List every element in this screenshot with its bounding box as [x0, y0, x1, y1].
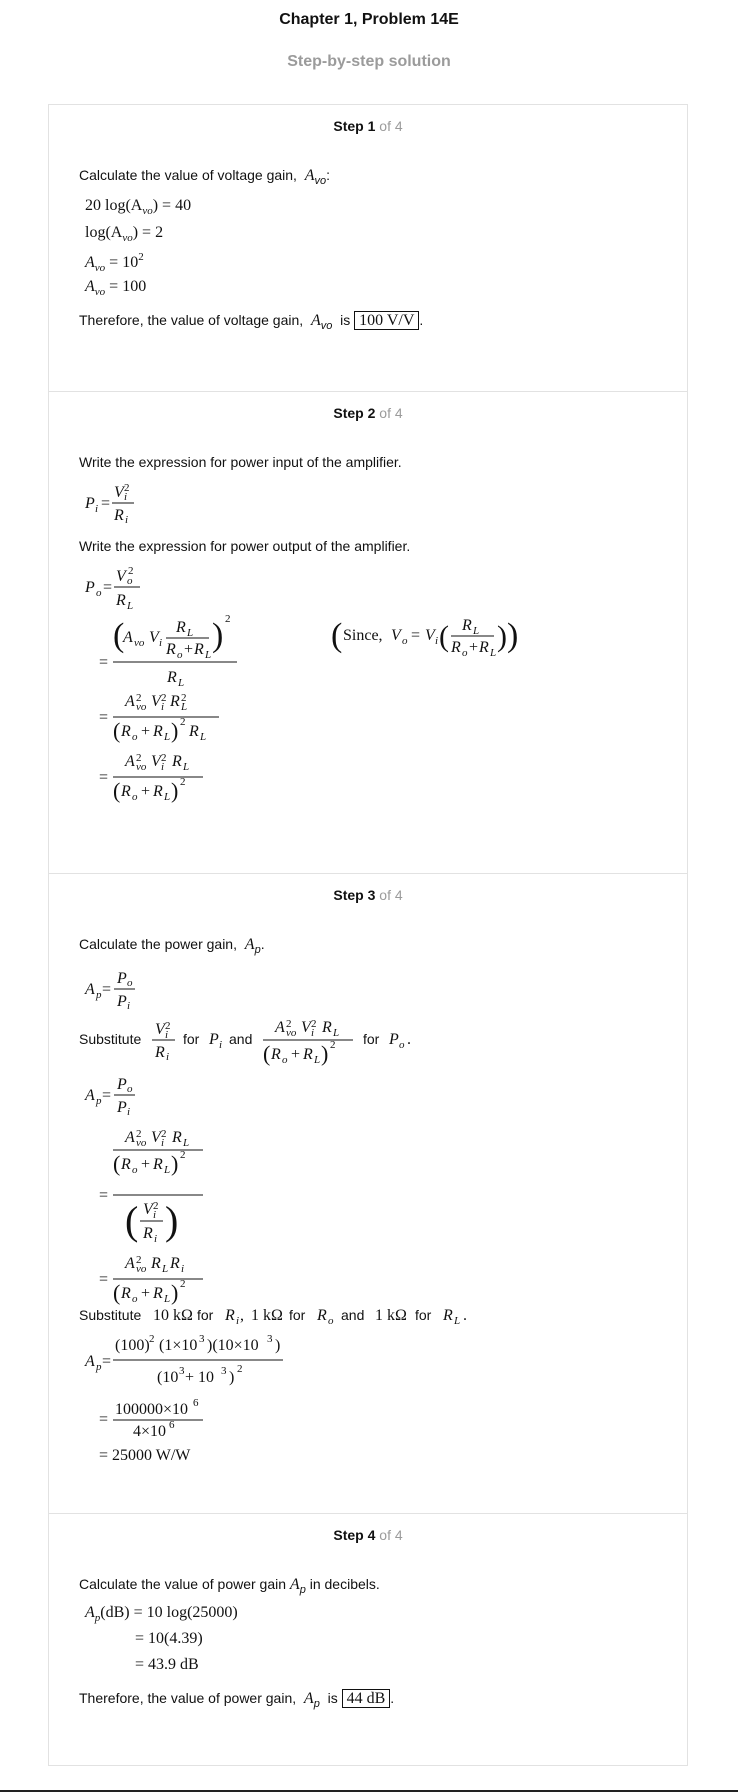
svg-text:and: and — [229, 1031, 253, 1047]
step1-eq2: $\log(A_{vo}) = 2$ — [85, 224, 164, 244]
svg-text:=: = — [102, 1353, 112, 1370]
svg-text:L: L — [178, 677, 185, 689]
svg-text:V: V — [143, 1201, 153, 1218]
svg-text:o: o — [399, 1039, 405, 1051]
svg-text:): ) — [171, 1151, 179, 1176]
svg-text:6: 6 — [169, 1419, 175, 1431]
svg-text:for: for — [197, 1307, 214, 1323]
svg-text:+: + — [141, 783, 151, 800]
svg-text:(1×10: (1×10 — [159, 1337, 198, 1354]
step4-conclusion: Therefore, the value of power gain, $A_p$ is 44 dB . — [79, 1690, 395, 1710]
svg-text:=: = — [99, 654, 109, 671]
svg-text:R: R — [322, 1019, 332, 1036]
svg-text:i: i — [153, 1209, 157, 1221]
svg-text:): ) — [321, 1041, 329, 1066]
svg-text:)(10×10: )(10×10 — [207, 1337, 259, 1354]
svg-text:R: R — [462, 617, 472, 634]
svg-text:A: A — [275, 1019, 285, 1036]
svg-text:V: V — [114, 484, 124, 501]
step1-conclusion: Therefore, the value of voltage gain, $A_{vo}$ is 100 V/V . — [79, 312, 424, 332]
svg-text:R: R — [153, 783, 163, 800]
svg-text:=: = — [102, 1087, 112, 1104]
svg-text:i: i — [166, 1051, 170, 1063]
svg-text:i: i — [127, 1106, 131, 1118]
svg-text:R: R — [121, 783, 131, 800]
svg-text:and: and — [341, 1307, 365, 1323]
svg-text:+: + — [291, 1046, 301, 1063]
svg-text:R: R — [317, 1307, 327, 1324]
svg-text:+ 10: + 10 — [185, 1369, 215, 1386]
svg-text:+: + — [141, 1285, 151, 1302]
svg-text:V: V — [149, 629, 159, 646]
svg-text:o: o — [96, 587, 102, 599]
svg-text:vo: vo — [286, 1027, 297, 1039]
svg-text:i: i — [161, 701, 165, 713]
svg-text:i: i — [125, 514, 129, 526]
svg-text:i: i — [165, 1029, 169, 1041]
svg-text:(10: (10 — [157, 1369, 179, 1386]
svg-text:L: L — [164, 1293, 171, 1305]
svg-text:for: for — [363, 1031, 380, 1047]
step1-eq4: $A_{vo} = 100$ — [85, 278, 147, 298]
svg-text:3: 3 — [179, 1365, 185, 1377]
svg-text:+: + — [469, 639, 479, 656]
step2-text-output: Write the expression for power output of the amplifier. — [79, 538, 411, 554]
svg-text:A: A — [125, 1255, 135, 1272]
svg-text:i: i — [95, 503, 99, 515]
step-card-4 — [48, 1514, 688, 1766]
step-card-2 — [48, 392, 688, 874]
svg-text:1 kΩ: 1 kΩ — [375, 1307, 407, 1324]
step-card-1 — [48, 104, 688, 392]
step-header-1: Step 1 of 4 — [333, 118, 403, 134]
svg-text:R: R — [167, 669, 177, 686]
svg-text:=: = — [411, 627, 421, 644]
svg-text:o: o — [328, 1315, 334, 1327]
step1-eq3: $A_{vo} = 10^2$ — [85, 251, 144, 274]
svg-text:2: 2 — [181, 692, 187, 704]
svg-text:vo: vo — [136, 1263, 147, 1275]
svg-text:R: R — [271, 1046, 281, 1063]
step-header-2: Step 2 of 4 — [333, 405, 403, 421]
svg-text:R: R — [172, 753, 182, 770]
svg-text:2: 2 — [136, 752, 142, 764]
svg-text:R: R — [151, 1255, 161, 1272]
svg-text:A: A — [85, 1353, 95, 1370]
svg-text:L: L — [164, 731, 171, 743]
step3-numeric-calculation — [79, 1330, 339, 1480]
svg-text:R: R — [153, 723, 163, 740]
svg-text:o: o — [132, 1293, 138, 1305]
svg-text:R: R — [170, 693, 180, 710]
svg-text:R: R — [170, 1255, 180, 1272]
svg-text:i: i — [219, 1039, 223, 1051]
svg-text:.: . — [463, 1307, 467, 1324]
svg-text:i: i — [311, 1027, 315, 1039]
svg-text:p: p — [96, 1361, 102, 1373]
svg-text:): ) — [507, 617, 519, 654]
svg-text:R: R — [153, 1285, 163, 1302]
svg-text:V: V — [151, 1129, 161, 1146]
svg-text:=: = — [99, 709, 109, 726]
svg-text:o: o — [127, 575, 133, 587]
svg-text:=: = — [99, 1271, 109, 1288]
svg-text:(100): (100) — [115, 1337, 150, 1354]
svg-text:2: 2 — [149, 1333, 155, 1345]
svg-text:P: P — [85, 495, 95, 512]
svg-text:= 25000 W/W: = 25000 W/W — [99, 1447, 191, 1464]
svg-text:2: 2 — [165, 1020, 171, 1032]
svg-text:R: R — [479, 639, 489, 656]
svg-text:P: P — [117, 1099, 127, 1116]
svg-text:R: R — [114, 507, 124, 524]
step1-eq1: 20 $\log(A_{vo}) = 40$ — [85, 197, 192, 217]
svg-text:i: i — [124, 491, 128, 503]
svg-text:o: o — [462, 647, 468, 659]
svg-text:2: 2 — [311, 1018, 317, 1030]
step-header-4: Step 4 of 4 — [333, 1527, 403, 1543]
svg-text:(: ( — [113, 718, 121, 743]
svg-text:6: 6 — [193, 1397, 199, 1409]
svg-text:p: p — [96, 989, 102, 1001]
svg-text:(: ( — [439, 620, 449, 653]
step3-ap-definition — [79, 964, 159, 1012]
svg-text:i: i — [181, 1263, 185, 1275]
svg-text:i: i — [435, 635, 439, 647]
svg-text:i: i — [159, 637, 163, 649]
svg-text:,: , — [240, 1307, 244, 1324]
svg-text:L: L — [127, 600, 134, 612]
svg-text:2: 2 — [161, 1128, 167, 1140]
svg-text:vo: vo — [136, 701, 147, 713]
svg-text:): ) — [212, 617, 224, 654]
step1-answer-box: 100 V/V — [354, 311, 419, 330]
svg-text:vo: vo — [136, 761, 147, 773]
svg-text:o: o — [132, 791, 138, 803]
svg-text:V: V — [151, 753, 161, 770]
svg-text:V: V — [391, 627, 401, 644]
svg-text:(: ( — [263, 1041, 271, 1066]
svg-text:i: i — [236, 1315, 240, 1327]
svg-text:A: A — [125, 693, 135, 710]
svg-text:R: R — [225, 1307, 235, 1324]
svg-text:A: A — [123, 629, 133, 646]
svg-text:for: for — [183, 1031, 200, 1047]
svg-text:=: = — [99, 769, 109, 786]
svg-text:R: R — [189, 723, 199, 740]
svg-text:): ) — [229, 1369, 235, 1386]
since-label: Since, — [343, 627, 383, 644]
svg-text:R: R — [172, 1129, 182, 1146]
svg-text:(: ( — [113, 1280, 121, 1305]
svg-text:2: 2 — [136, 1128, 142, 1140]
step3-substitute-values — [79, 1302, 499, 1328]
svg-text:=: = — [99, 1411, 109, 1428]
svg-text:(: ( — [113, 617, 125, 654]
svg-text:R: R — [176, 619, 186, 636]
svg-text:L: L — [162, 1263, 169, 1275]
svg-text:4×10: 4×10 — [133, 1423, 167, 1440]
svg-text:=: = — [101, 495, 111, 512]
svg-text:): ) — [171, 778, 179, 803]
svg-text:2: 2 — [128, 565, 134, 577]
svg-text:10 kΩ: 10 kΩ — [153, 1307, 193, 1324]
svg-text:=: = — [102, 981, 112, 998]
step3-ap-derivation — [79, 1074, 319, 1374]
svg-text:3: 3 — [199, 1333, 205, 1345]
svg-text:): ) — [275, 1337, 281, 1354]
svg-text:3: 3 — [221, 1365, 227, 1377]
svg-text:2: 2 — [136, 692, 142, 704]
svg-text:V: V — [155, 1021, 165, 1038]
svg-text:i: i — [127, 1000, 131, 1012]
svg-text:for: for — [415, 1307, 432, 1323]
svg-text:p: p — [96, 1095, 102, 1107]
svg-text:): ) — [497, 620, 507, 653]
svg-text:2: 2 — [330, 1039, 336, 1051]
svg-text:i: i — [161, 1137, 165, 1149]
step2-text-input: Write the expression for power input of the amplifier. — [79, 454, 402, 470]
svg-text:L: L — [205, 649, 212, 661]
step4-eq1: $A_p(dB) = 10$ log(25000) — [85, 1604, 238, 1624]
svg-text:o: o — [127, 1083, 133, 1095]
svg-text:L: L — [333, 1027, 340, 1039]
svg-text:(: ( — [331, 617, 343, 654]
svg-text:R: R — [166, 641, 176, 658]
svg-text:V: V — [301, 1019, 311, 1036]
svg-text:L: L — [490, 647, 497, 659]
svg-text:2: 2 — [153, 1200, 159, 1212]
svg-text:2: 2 — [124, 482, 130, 494]
svg-text:=: = — [103, 579, 113, 596]
svg-text:o: o — [132, 731, 138, 743]
svg-text:P: P — [117, 993, 127, 1010]
step2-po-derivation — [79, 562, 599, 832]
svg-text:R: R — [143, 1225, 153, 1242]
step3-intro: Calculate the power gain, $A_p$. — [79, 936, 265, 956]
svg-text:L: L — [200, 731, 207, 743]
svg-text:o: o — [282, 1054, 288, 1066]
svg-text:): ) — [165, 1198, 179, 1243]
svg-text:o: o — [132, 1164, 138, 1176]
svg-text:L: L — [473, 625, 480, 637]
svg-text:2: 2 — [225, 613, 231, 625]
svg-text:L: L — [314, 1054, 321, 1066]
svg-text:+: + — [184, 641, 194, 658]
svg-text:A: A — [85, 1087, 95, 1104]
svg-text:2: 2 — [180, 716, 186, 728]
svg-text:2: 2 — [136, 1254, 142, 1266]
svg-text:A: A — [85, 981, 95, 998]
svg-text:=: = — [99, 1187, 109, 1204]
svg-text:for: for — [289, 1307, 306, 1323]
step4-eq3: = 43.9 dB — [135, 1656, 199, 1673]
svg-text:): ) — [171, 718, 179, 743]
svg-text:P: P — [209, 1031, 219, 1048]
svg-text:L: L — [164, 1164, 171, 1176]
step-card-3 — [48, 874, 688, 1514]
svg-text:L: L — [164, 791, 171, 803]
svg-text:2: 2 — [161, 692, 167, 704]
svg-text:+: + — [141, 1156, 151, 1173]
svg-text:vo: vo — [136, 1137, 147, 1149]
svg-text:P: P — [389, 1031, 399, 1048]
step4-intro: Calculate the value of power gain $A_p$ in decibels. — [79, 1576, 380, 1596]
svg-text:R: R — [121, 723, 131, 740]
svg-text:2: 2 — [180, 1278, 186, 1290]
step4-answer-box: 44 dB — [342, 1689, 391, 1708]
svg-text:R: R — [121, 1156, 131, 1173]
svg-text:+: + — [141, 723, 151, 740]
svg-text:): ) — [171, 1280, 179, 1305]
page-title: Chapter 1, Problem 14E — [279, 11, 459, 28]
svg-text:2: 2 — [237, 1363, 243, 1375]
svg-text:3: 3 — [267, 1333, 273, 1345]
step4-eq2: = 10(4.39) — [135, 1630, 203, 1647]
svg-text:vo: vo — [134, 637, 145, 649]
svg-text:1 kΩ: 1 kΩ — [251, 1307, 283, 1324]
svg-text:(: ( — [125, 1198, 139, 1243]
svg-text:P: P — [117, 970, 127, 987]
svg-text:L: L — [454, 1315, 461, 1327]
step-header-3: Step 3 of 4 — [333, 887, 403, 903]
svg-text:L: L — [181, 701, 188, 713]
step1-intro: Calculate the value of voltage gain, $A_{vo}$: — [79, 167, 331, 187]
svg-text:(: ( — [113, 1151, 121, 1176]
svg-text:R: R — [303, 1046, 313, 1063]
svg-text:R: R — [194, 641, 204, 658]
svg-text:P: P — [117, 1076, 127, 1093]
page-subtitle: Step-by-step solution — [287, 53, 451, 70]
svg-text:i: i — [154, 1233, 158, 1245]
svg-text:R: R — [155, 1044, 165, 1061]
svg-text:R: R — [116, 592, 126, 609]
svg-text:2: 2 — [286, 1018, 292, 1030]
svg-text:2: 2 — [161, 752, 167, 764]
svg-text:L: L — [183, 761, 190, 773]
svg-text:R: R — [153, 1156, 163, 1173]
svg-text:V: V — [151, 693, 161, 710]
svg-text:V: V — [116, 568, 126, 585]
svg-text:A: A — [125, 1129, 135, 1146]
svg-text:100000×10: 100000×10 — [115, 1401, 189, 1418]
svg-text:L: L — [183, 1137, 190, 1149]
svg-text:i: i — [161, 761, 165, 773]
svg-text:(: ( — [113, 778, 121, 803]
svg-text:P: P — [85, 579, 95, 596]
step3-substitute-line — [79, 1014, 499, 1068]
svg-text:2: 2 — [180, 776, 186, 788]
svg-text:Substitute: Substitute — [79, 1031, 142, 1047]
svg-text:o: o — [402, 635, 408, 647]
svg-text:2: 2 — [180, 1149, 186, 1161]
svg-text:o: o — [127, 977, 133, 989]
svg-text:L: L — [187, 627, 194, 639]
svg-text:A: A — [125, 753, 135, 770]
svg-text:.: . — [407, 1031, 411, 1048]
svg-text:R: R — [443, 1307, 453, 1324]
svg-text:o: o — [177, 649, 183, 661]
step2-pi-equation — [79, 478, 159, 526]
svg-text:V: V — [425, 627, 435, 644]
svg-text:R: R — [451, 639, 461, 656]
svg-text:R: R — [121, 1285, 131, 1302]
svg-text:Substitute: Substitute — [79, 1307, 142, 1323]
